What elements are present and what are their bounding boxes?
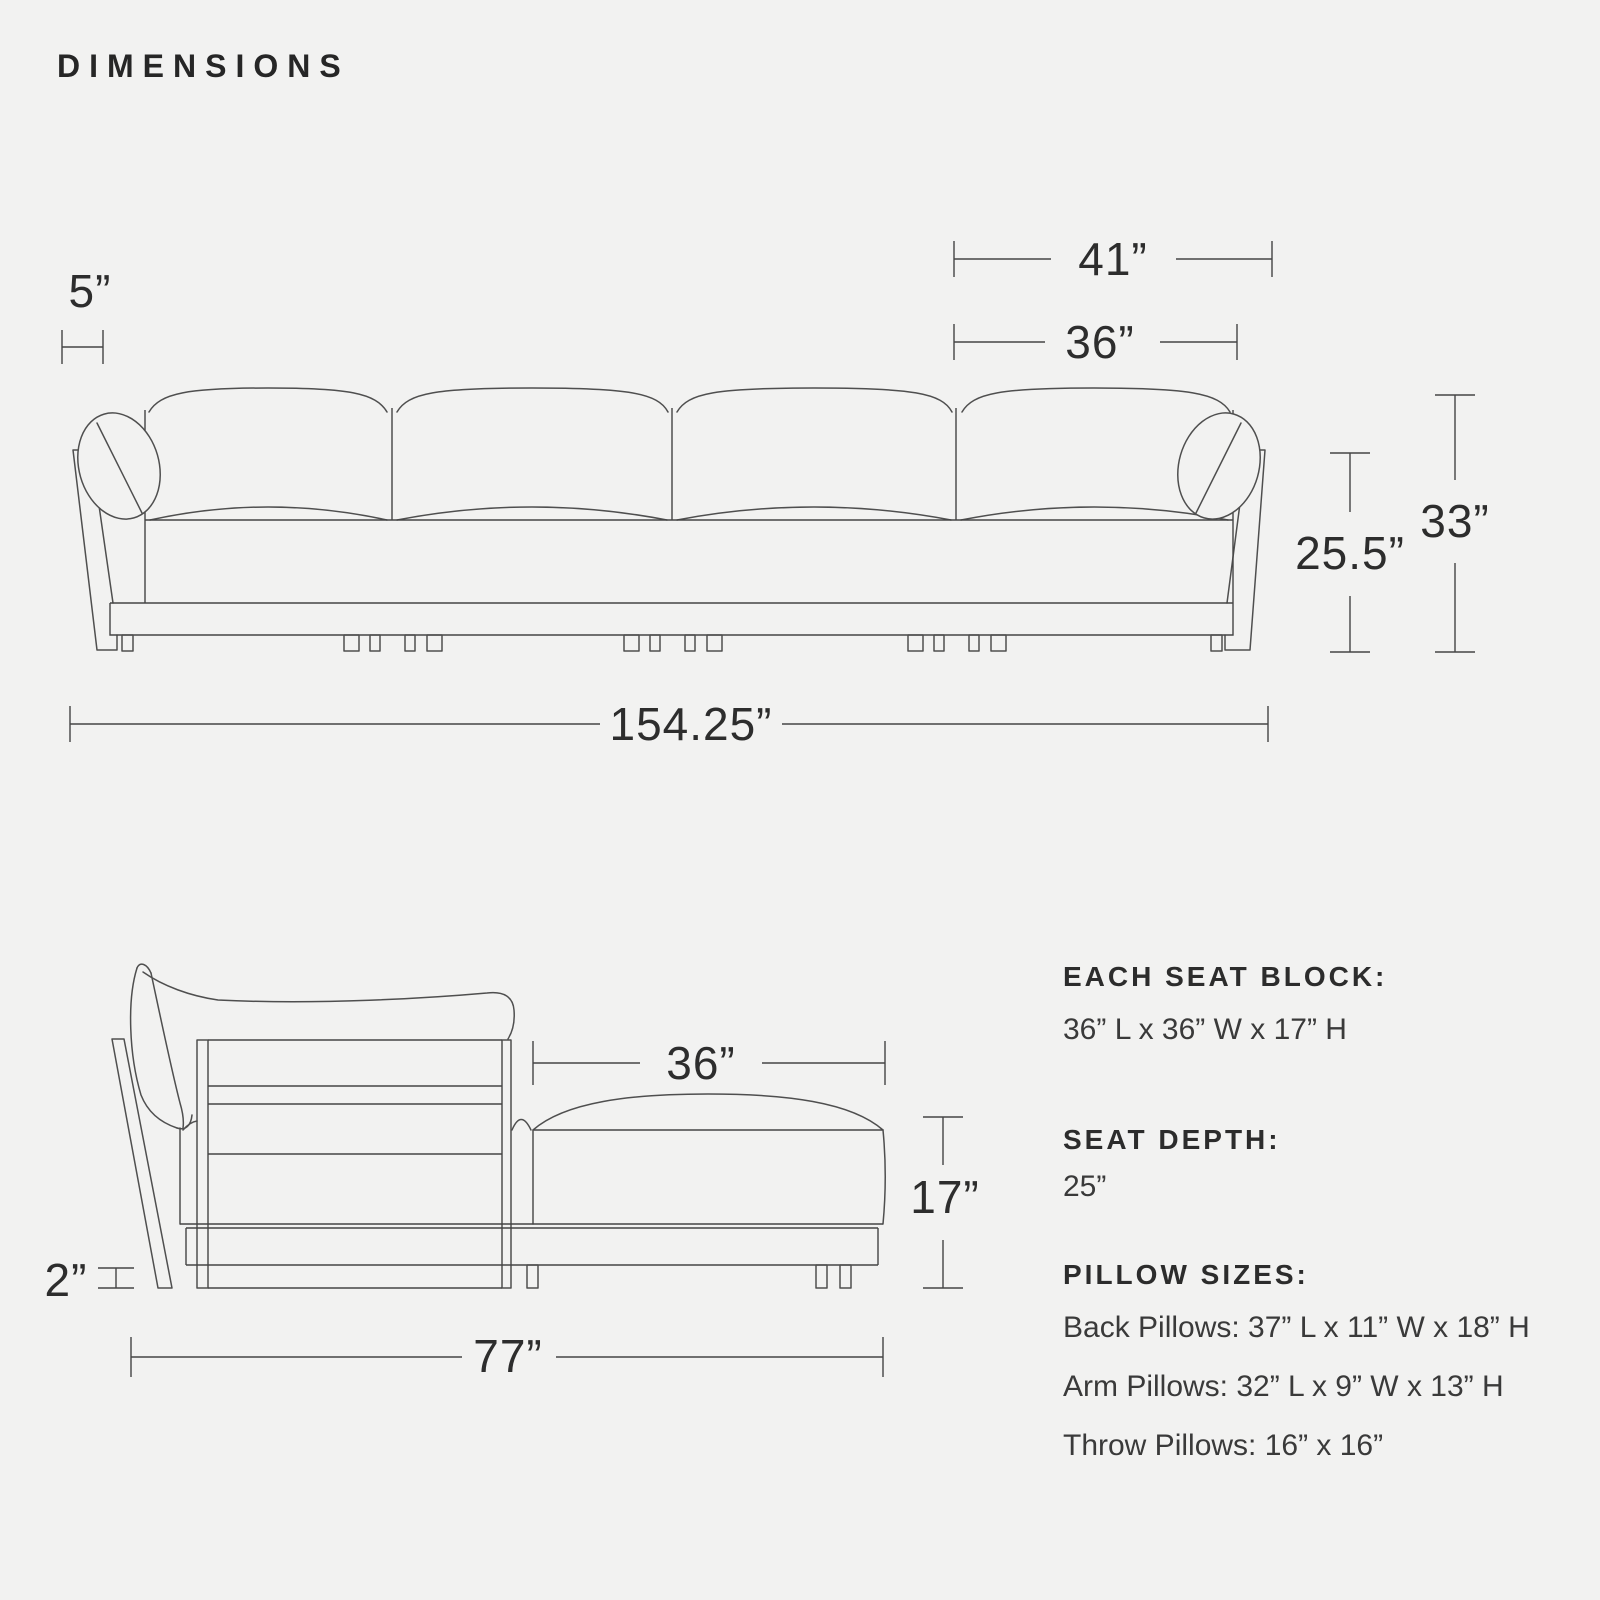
sofa-leg [650,635,660,651]
dim-36-top-label: 36” [1065,316,1135,368]
seat-cushion-crown [150,507,387,520]
dim-2-line [98,1268,134,1288]
arm-pillows-value: Arm Pillows: 32” L x 9” W x 13” H [1063,1370,1504,1403]
sofa-leg [527,1265,538,1288]
back-cushion [677,388,952,412]
back-cushion [149,388,387,412]
back-pillow-outer-edge [131,968,177,1128]
back-pillow-inner-edge [151,973,183,1128]
sofa-leg [908,635,923,651]
dim-arm-width [62,265,111,364]
seat-cushions [110,507,1233,603]
back-pillow-bottom-curl [177,1115,192,1129]
seat-front-edge [180,1121,197,1224]
seat-depth-heading: SEAT DEPTH: [1063,1124,1281,1155]
frame-rails [208,1040,502,1288]
dim-arm-width-label: 5” [68,265,112,317]
dim-overall-depth [131,1330,883,1382]
side-base-band [186,1228,878,1265]
seat-block-heading: EACH SEAT BLOCK: [1063,961,1388,992]
frame-post-front [502,1040,511,1288]
sofa-front-elevation [62,233,1490,750]
back-cushion [397,388,668,412]
dim-77-label: 77” [473,1330,543,1382]
side-legs [527,1265,851,1288]
sofa-leg [427,635,442,651]
dim-seat-module-length [533,1037,885,1089]
dim-arm-width-line [62,330,103,364]
sofa-leg [1211,635,1222,651]
throw-pillows-value: Throw Pillows: 16” x 16” [1063,1429,1384,1462]
back-cushion-top [143,972,514,1039]
dim-33-label: 33” [1420,495,1490,547]
sofa-leg [370,635,380,651]
sofa-leg [685,635,695,651]
sofa-leg [991,635,1006,651]
dim-overall-height [1420,395,1489,652]
sofa-leg [840,1265,851,1288]
dim-17-label: 17” [910,1171,980,1223]
seat-block-value: 36” L x 36” W x 17” H [1063,1013,1347,1046]
dim-back-height [1295,453,1405,652]
pillow-sizes-heading: PILLOW SIZES: [1063,1259,1309,1290]
seat-cushion-crown [397,507,667,520]
dim-36-side-label: 36” [666,1037,736,1089]
cushion-seams [145,408,1233,603]
sofa-leg [624,635,639,651]
cushion-pinch [512,1120,531,1131]
dim-41-label: 41” [1078,233,1148,285]
chaise-right-edge [883,1130,885,1224]
dim-154-25-label: 154.25” [609,698,773,750]
arm-pillows [66,403,1273,529]
back-cushions [145,388,1233,603]
sofa-leg [707,635,722,651]
dim-overall-width [70,698,1268,750]
sofa-leg [344,635,359,651]
back-pillows-value: Back Pillows: 37” L x 11” W x 18” H [1063,1311,1530,1344]
sofa-leg [816,1265,827,1288]
dim-2-label: 2” [44,1254,88,1306]
chaise-crown [533,1094,883,1130]
seat-cushion-crown [961,507,1228,520]
seat-cushion-crown [677,507,951,520]
rear-panel [112,1039,172,1288]
dim-leg-height [45,1254,134,1306]
sofa-leg [969,635,979,651]
sofa-leg [934,635,944,651]
sofa-base [110,603,1233,651]
dim-module-width [954,316,1237,368]
back-cushion [962,388,1230,412]
seat-box-lines [110,520,1233,603]
seat-depth-value: 25” [1063,1170,1107,1203]
sofa-leg [405,635,415,651]
dim-end-module-with-arm [954,233,1272,285]
sofa-side-elevation [45,964,980,1382]
sofa-legs [122,635,1222,651]
dim-25-5-label: 25.5” [1295,527,1405,579]
page-title: DIMENSIONS [57,48,350,84]
base-band [110,603,1233,635]
frame-post-rear [197,1040,208,1288]
back-pillow-top-cap [137,964,151,973]
sofa-leg [122,635,133,651]
side-seat-and-chaise [180,1094,885,1288]
dim-seat-height [910,1117,979,1288]
side-frame [112,1039,511,1288]
